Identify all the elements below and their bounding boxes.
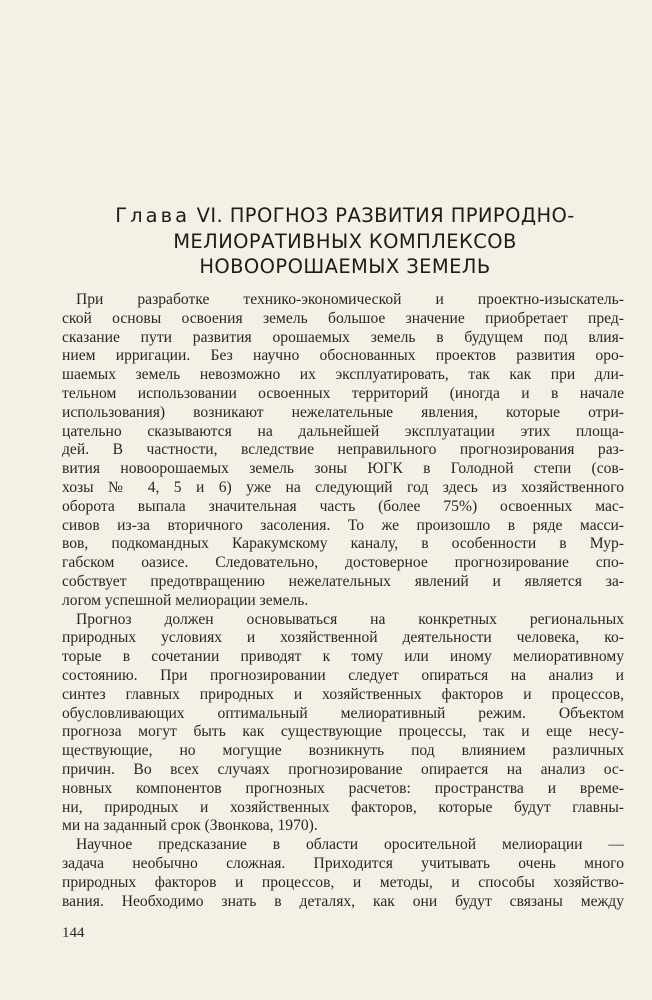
- text-line: логом успешной мелиорации земель.: [62, 591, 309, 609]
- text-line: габском оазисе. Следовательно, достоверное прогнозирование спо-: [62, 554, 624, 572]
- text-line: задача необычно сложная. Приходится учитывать очень много: [62, 854, 624, 872]
- text-line: оборота выпала значительная часть (более 75%) освоенных мас-: [62, 497, 624, 515]
- page-number: 144: [62, 925, 85, 941]
- text-line: собствует предотвращению нежелательных явлений и является за-: [62, 572, 624, 590]
- chapter-title-line-1: Глава VI. ПРОГНОЗ РАЗВИТИЯ ПРИРОДНО-: [115, 204, 575, 227]
- text-line: цательно сказываются на дальнейшей эксплуатации этих площа-: [62, 422, 624, 440]
- text-line: прогноза могут быть как существующие процессы, так и еще несу-: [62, 723, 624, 741]
- chapter-label: Глава: [115, 204, 191, 227]
- text-line: тельном использовании освоенных территорий (иногда и в начале: [62, 384, 624, 402]
- text-line: сказание пути развития орошаемых земель в будущем под влия-: [62, 328, 624, 346]
- chapter-title-line-2: МЕЛИОРАТИВНЫХ КОМПЛЕКСОВ: [173, 229, 517, 253]
- text-line: При разработке технико-экономической и проектно-изыскатель-: [76, 291, 624, 308]
- text-line: причин. Во всех случаях прогнозирование опирается на анализ ос-: [62, 760, 624, 778]
- text-line: ми на заданный срок (Звонкова, 1970).: [62, 817, 318, 835]
- text-line: хозы № 4, 5 и 6) уже на следующий год здесь из хозяйственного: [62, 478, 624, 496]
- text-line: Научное предсказание в области оросительной мелиорации —: [76, 836, 624, 854]
- text-line: ществующие, но могущие возникнуть под влиянием различных: [62, 742, 624, 760]
- text-line: дей. В частности, вследствие неправильного прогнозирования раз-: [62, 441, 624, 459]
- text-line: природных условиях и хозяйственной деятельности человека, ко-: [62, 629, 624, 647]
- paragraph: [62, 291, 624, 611]
- text-line: вития новоорошаемых земель зоны ЮГК в Голодной степи (сов-: [62, 460, 624, 478]
- text-line: шаемых земель невозможно их эксплуатировать, так как при дли-: [62, 366, 624, 384]
- chapter-title-line-3: НОВООРОШАЕМЫХ ЗЕМЕЛЬ: [199, 255, 491, 278]
- text-line: Прогноз должен основываться на конкретных региональных: [76, 610, 624, 628]
- text-line: новных компонентов прогнозных расчетов: пространства и време-: [62, 779, 624, 797]
- body-text: [62, 291, 624, 911]
- text-line: вания. Необходимо знать в деталях, как они будут связаны между: [62, 892, 624, 910]
- text-line: природных факторов и процессов, и методы, и способы хозяйство-: [62, 873, 624, 891]
- text-line: состоянию. При прогнозировании следует опираться на анализ и: [62, 666, 624, 684]
- text-line: ни, природных и хозяйственных факторов, которые будут главны-: [62, 798, 624, 816]
- paragraph: [62, 611, 624, 837]
- paragraph: [62, 836, 624, 911]
- text-line: сивов из-за вторичного засоления. То же произошло в ряде масси-: [62, 516, 624, 534]
- text-line: синтез главных природных и хозяйственных факторов и процессов,: [62, 685, 624, 703]
- text-line: использования) возникают нежелательные явления, которые отри-: [62, 403, 624, 421]
- chapter-title: [100, 203, 590, 280]
- text-line: вов, подкомандных Каракумскому каналу, в особенности в Мур-: [62, 535, 624, 553]
- text-line: торые в сочетании приводят к тому или иному мелиоративному: [62, 648, 624, 666]
- text-line: обусловливающих оптимальный мелиоративный режим. Объектом: [62, 704, 624, 722]
- text-line: ской основы освоения земель большое значение приобретает пред-: [62, 309, 624, 327]
- text-line: нием ирригации. Без научно обоснованных проектов развития оро-: [62, 347, 624, 365]
